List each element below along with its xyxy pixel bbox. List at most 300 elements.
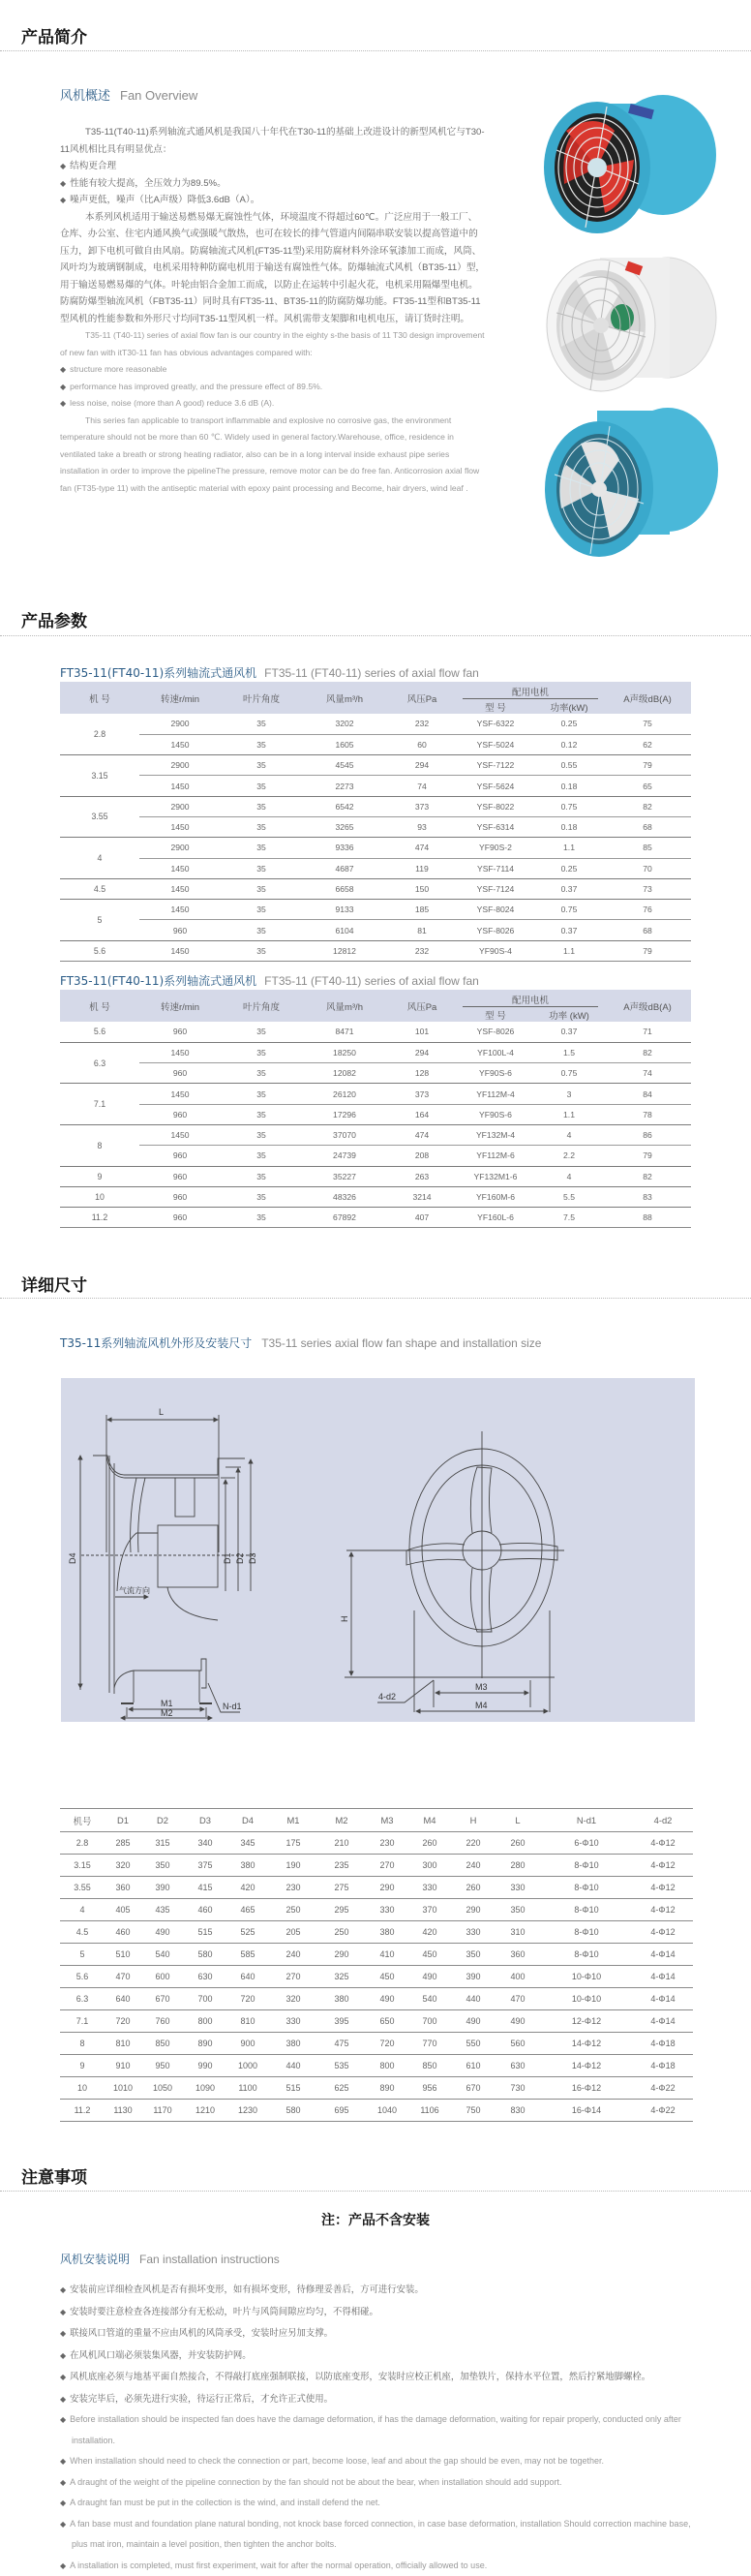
dimension-cell: 280 xyxy=(496,1855,540,1877)
dimension-cell: 800 xyxy=(184,2010,226,2033)
dimension-cell: 260 xyxy=(496,1832,540,1855)
table-row xyxy=(60,755,691,776)
cell-machine: 11.2 xyxy=(60,1208,139,1228)
table-cell: 1.5 xyxy=(534,1042,604,1062)
fan-image-blue-silver xyxy=(537,407,731,562)
dimension-cell: 330 xyxy=(496,1877,540,1899)
dimension-cell: 440 xyxy=(451,1988,496,2010)
table-cell: 9336 xyxy=(302,838,387,858)
dimension-cell: 670 xyxy=(141,1988,184,2010)
dimension-cell: 460 xyxy=(184,1899,226,1921)
table-cell: 150 xyxy=(387,878,457,899)
dimension-cell: 470 xyxy=(105,1966,141,1988)
header-noise: A声级dB(A) xyxy=(604,990,691,1022)
dimension-cell: 490 xyxy=(366,1988,408,2010)
table-cell: YF90S-6 xyxy=(457,1104,534,1124)
dimension-cell: 360 xyxy=(105,1877,141,1899)
overview-text xyxy=(60,124,486,497)
dimension-cell: 4-Φ12 xyxy=(633,1921,693,1944)
table-cell: 35 xyxy=(221,920,302,940)
dimension-cell: 390 xyxy=(451,1966,496,1988)
installation-diagram xyxy=(61,1378,695,1722)
table-cell: YF90S-6 xyxy=(457,1063,534,1084)
table-cell: 35 xyxy=(221,1104,302,1124)
label-M3: M3 xyxy=(475,1682,488,1692)
dimension-cell: 400 xyxy=(496,1966,540,1988)
label-airflow: 气流方向 xyxy=(119,1585,150,1595)
table-row xyxy=(60,920,691,940)
table-cell: 8471 xyxy=(302,1022,387,1042)
table-cell: 48326 xyxy=(302,1186,387,1207)
dimension-cell: 956 xyxy=(408,2077,451,2100)
param-table-2-title-en: FT35-11 (FT40-11) series of axial flow fan xyxy=(264,974,479,988)
dimension-cell: 700 xyxy=(408,2010,451,2033)
table-cell: YSF-8022 xyxy=(457,796,534,816)
dimension-cell: 205 xyxy=(269,1921,317,1944)
dimension-row xyxy=(60,2010,693,2033)
dimension-cell: 6.3 xyxy=(60,1988,105,2010)
dimension-cell: 290 xyxy=(451,1899,496,1921)
param-table-2 xyxy=(60,990,691,1228)
table-cell: 74 xyxy=(604,1063,691,1084)
table-row xyxy=(60,1084,691,1104)
table-cell: 84 xyxy=(604,1084,691,1104)
cell-machine: 2.8 xyxy=(60,714,139,755)
table-cell: 2.2 xyxy=(534,1146,604,1166)
dimension-cell: 345 xyxy=(226,1832,269,1855)
table-cell: 208 xyxy=(387,1146,457,1166)
table-cell: 82 xyxy=(604,1166,691,1186)
table-cell: 35 xyxy=(221,900,302,920)
table-cell: 35 xyxy=(221,1208,302,1228)
dimension-cell: 4-Φ22 xyxy=(633,2077,693,2100)
header-model: 型 号 xyxy=(457,699,534,714)
dimension-cell: 375 xyxy=(184,1855,226,1877)
table-cell: 35 xyxy=(221,838,302,858)
header-pressure: 风压Pa xyxy=(387,990,457,1022)
dimension-cell: 330 xyxy=(269,2010,317,2033)
table-cell: 12812 xyxy=(302,940,387,961)
table-cell: 82 xyxy=(604,796,691,816)
table-cell: 35 xyxy=(221,1146,302,1166)
dimension-header: N-d1 xyxy=(540,1809,633,1832)
label-4-d2: 4-d2 xyxy=(378,1692,396,1702)
install-item-cn: ◆ 风机底座必须与地基平面自然接合，不得敲打底座强制联接，以防底座变形，安装时应校正机座，加垫铁片，保持水平位置，然后拧紧地脚螺栓。 xyxy=(60,2366,708,2388)
dimension-cell: 490 xyxy=(141,1921,184,1944)
dimension-cell: 1000 xyxy=(226,2055,269,2077)
cell-machine: 6.3 xyxy=(60,1042,139,1084)
dimension-cell: 630 xyxy=(496,2055,540,2077)
dimension-cell: 370 xyxy=(408,1899,451,1921)
install-item-cn: ◆ 在风机风口端必须装集风器，并安装防护网。 xyxy=(60,2345,708,2367)
table-cell: 35 xyxy=(221,776,302,796)
dimension-cell: 9 xyxy=(60,2055,105,2077)
install-item-cn: ◆ 安装时要注意检查各连接部分有无松动，叶片与风筒间隙应均匀，不得相碰。 xyxy=(60,2301,708,2323)
dimension-header: D1 xyxy=(105,1809,141,1832)
table-cell: YF90S-2 xyxy=(457,838,534,858)
dimension-header: M4 xyxy=(408,1809,451,1832)
dimension-cell: 330 xyxy=(366,1899,408,1921)
table-cell: 294 xyxy=(387,1042,457,1062)
dimension-cell: 650 xyxy=(366,2010,408,2033)
dimension-cell: 240 xyxy=(269,1944,317,1966)
dimension-cell: 250 xyxy=(317,1921,366,1944)
dimension-cell: 900 xyxy=(226,2033,269,2055)
table-cell: 0.75 xyxy=(534,796,604,816)
dimension-header: M2 xyxy=(317,1809,366,1832)
dimension-cell: 490 xyxy=(451,2010,496,2033)
dimension-cell: 16-Φ12 xyxy=(540,2077,633,2100)
dimension-cell: 270 xyxy=(366,1855,408,1877)
dimension-cell: 610 xyxy=(451,2055,496,2077)
table-cell: 1.1 xyxy=(534,940,604,961)
dimension-cell: 950 xyxy=(141,2055,184,2077)
table-cell: 1.1 xyxy=(534,1104,604,1124)
table-cell: 1.1 xyxy=(534,838,604,858)
cell-machine: 5 xyxy=(60,900,139,941)
dimension-row xyxy=(60,1966,693,1988)
overview-cn-bullet: ◆ 性能有较大提高，全压效力为89.5%。 xyxy=(60,175,486,193)
dimension-cell: 410 xyxy=(366,1944,408,1966)
table-cell: 119 xyxy=(387,858,457,878)
dimension-row xyxy=(60,1944,693,1966)
header-motor-label: 配用电机 xyxy=(463,993,598,1007)
dimension-cell: 235 xyxy=(317,1855,366,1877)
dimension-cell: 1040 xyxy=(366,2100,408,2122)
dimension-cell: 910 xyxy=(105,2055,141,2077)
dimension-cell: 10-Φ10 xyxy=(540,1988,633,2010)
header-motor xyxy=(457,990,604,1007)
dimension-cell: 320 xyxy=(269,1988,317,2010)
dimension-cell: 5.6 xyxy=(60,1966,105,1988)
install-item-en: ◆ A draught of the weight of the pipeline connection by the fan should not be about the bear, when installation should add support. xyxy=(60,2472,708,2494)
table-row xyxy=(60,1146,691,1166)
table-row xyxy=(60,1022,691,1042)
dimension-cell: 730 xyxy=(496,2077,540,2100)
install-item-cn: ◆ 联接风口管道的重量不应由风机的风筒承受，安装时应另加支撑。 xyxy=(60,2322,708,2345)
dimension-cell: 510 xyxy=(105,1944,141,1966)
dimension-cell: 1170 xyxy=(141,2100,184,2122)
label-M4: M4 xyxy=(475,1701,488,1710)
table-cell: 35227 xyxy=(302,1166,387,1186)
table-cell: 3265 xyxy=(302,816,387,837)
table-cell: 35 xyxy=(221,878,302,899)
table-cell: 960 xyxy=(139,1146,221,1166)
dimension-cell: 6-Φ10 xyxy=(540,1832,633,1855)
table-cell: 960 xyxy=(139,1063,221,1084)
dimension-cell: 585 xyxy=(226,1944,269,1966)
dimension-cell: 4-Φ14 xyxy=(633,1988,693,2010)
dimension-cell: 580 xyxy=(184,1944,226,1966)
dimension-cell: 190 xyxy=(269,1855,317,1877)
dimension-cell: 420 xyxy=(226,1877,269,1899)
table-cell: 35 xyxy=(221,796,302,816)
dimension-cell: 350 xyxy=(141,1855,184,1877)
dimension-row xyxy=(60,1921,693,1944)
dimension-cell: 350 xyxy=(451,1944,496,1966)
dimension-cell: 720 xyxy=(366,2033,408,2055)
dimension-cell: 16-Φ14 xyxy=(540,2100,633,2122)
dimension-cell: 810 xyxy=(226,2010,269,2033)
install-item-en: ◆ Before installation should be inspected fan does have the damage deformation, if has the damage deformation, waiting for repair properly, conducted only after installation. xyxy=(60,2409,708,2451)
dimension-header: D3 xyxy=(184,1809,226,1832)
table-row xyxy=(60,1166,691,1186)
table-cell: 6658 xyxy=(302,878,387,899)
table-cell: YSF-5024 xyxy=(457,734,534,754)
table-cell: YSF-6322 xyxy=(457,714,534,734)
table-cell: 0.55 xyxy=(534,755,604,776)
table-row xyxy=(60,1208,691,1228)
dimension-cell: 4-Φ12 xyxy=(633,1877,693,1899)
table-cell: YF160M-6 xyxy=(457,1186,534,1207)
dimension-cell: 415 xyxy=(184,1877,226,1899)
overview-en-body: This series fan applicable to transport inflammable and explosive no corrosive gas, the environment temperature should not be more than 60 ℃. Widely used in general factory.Warehouse, office, residence in ventilated take a breath or strong heating radiator, also can be in a long interval inside exhaust pipe series installation in order to improve the pipelineThe pressure, remove motor can be do free fan. Anticorrosion axial flow fan (FT35-type 11) with the antiseptic material with epoxy paint processing and Become, hair dryers, wind leaf . xyxy=(60,413,486,498)
table-row xyxy=(60,1042,691,1062)
param-table-1 xyxy=(60,682,691,962)
overview-en-bullet: ◆ structure more reasonable xyxy=(60,361,486,379)
table-cell: YSF-7114 xyxy=(457,858,534,878)
dimension-cell: 12-Φ12 xyxy=(540,2010,633,2033)
dimension-cell: 1230 xyxy=(226,2100,269,2122)
dimension-cell: 250 xyxy=(269,1899,317,1921)
dimension-cell: 4-Φ18 xyxy=(633,2055,693,2077)
dimension-cell: 275 xyxy=(317,1877,366,1899)
dimension-cell: 4-Φ14 xyxy=(633,1944,693,1966)
table-cell: 407 xyxy=(387,1208,457,1228)
installation-instructions xyxy=(60,2279,708,2576)
table-cell: 24739 xyxy=(302,1146,387,1166)
install-title-cn: 风机安装说明 xyxy=(60,2253,130,2266)
table-cell: 83 xyxy=(604,1186,691,1207)
dimension-title-cn: T35-11系列轴流风机外形及安装尺寸 xyxy=(60,1336,252,1350)
table-row xyxy=(60,776,691,796)
table-cell: YF90S-4 xyxy=(457,940,534,961)
overview-en-bullet: ◆ performance has improved greatly, and the pressure effect of 89.5%. xyxy=(60,379,486,396)
table-cell: 81 xyxy=(387,920,457,940)
dimension-row xyxy=(60,2100,693,2122)
dimension-cell: 750 xyxy=(451,2100,496,2122)
table-cell: 3 xyxy=(534,1084,604,1104)
table-cell: 5.5 xyxy=(534,1186,604,1207)
table-cell: 0.37 xyxy=(534,878,604,899)
dimension-cell: 4-Φ12 xyxy=(633,1899,693,1921)
cell-machine: 4.5 xyxy=(60,878,139,899)
table-cell: 7.5 xyxy=(534,1208,604,1228)
dimension-cell: 850 xyxy=(408,2055,451,2077)
table-cell: 79 xyxy=(604,940,691,961)
table-cell: 2900 xyxy=(139,714,221,734)
dimension-cell: 525 xyxy=(226,1921,269,1944)
overview-cn-bullet: ◆ 结构更合理 xyxy=(60,158,486,175)
table-cell: 35 xyxy=(221,1022,302,1042)
section-heading-intro: 产品简介 xyxy=(21,23,87,47)
dimension-cell: 290 xyxy=(366,1877,408,1899)
dimension-cell: 600 xyxy=(141,1966,184,1988)
table-cell: 3202 xyxy=(302,714,387,734)
install-item-en: ◆ When installation should need to check the connection or part, become loose, leaf and about the gap should be even, may not be together. xyxy=(60,2451,708,2472)
table-row xyxy=(60,1186,691,1207)
dimension-cell: 230 xyxy=(269,1877,317,1899)
dimension-cell: 7.1 xyxy=(60,2010,105,2033)
dimension-cell: 290 xyxy=(317,1944,366,1966)
header-power: 功率 (kW) xyxy=(534,1007,604,1022)
table-row xyxy=(60,734,691,754)
table-cell: 1450 xyxy=(139,1084,221,1104)
dimension-cell: 210 xyxy=(317,1832,366,1855)
table-cell: 0.25 xyxy=(534,714,604,734)
table-cell: 17296 xyxy=(302,1104,387,1124)
section-divider xyxy=(0,50,751,51)
table-cell: 4 xyxy=(534,1166,604,1186)
install-item-en: ◆ A installation is completed, must first experiment, wait for after the normal operation, officially allowed to use. xyxy=(60,2556,708,2576)
table-cell: 373 xyxy=(387,1084,457,1104)
dimension-cell: 320 xyxy=(105,1855,141,1877)
dimension-cell: 260 xyxy=(451,1877,496,1899)
table-row xyxy=(60,1104,691,1124)
table-row xyxy=(60,1124,691,1145)
dimension-cell: 760 xyxy=(141,2010,184,2033)
header-speed: 转速r/min xyxy=(139,990,221,1022)
dimension-cell: 1010 xyxy=(105,2077,141,2100)
dimension-cell: 640 xyxy=(226,1966,269,1988)
dimension-cell: 1106 xyxy=(408,2100,451,2122)
dimension-cell: 3.55 xyxy=(60,1877,105,1899)
table-row xyxy=(60,714,691,734)
table-cell: 18250 xyxy=(302,1042,387,1062)
overview-title-cn: 风机概述 xyxy=(60,89,110,104)
header-angle: 叶片角度 xyxy=(221,682,302,714)
table-cell: 164 xyxy=(387,1104,457,1124)
dimension-cell: 4-Φ14 xyxy=(633,1966,693,1988)
table-cell: 2900 xyxy=(139,796,221,816)
dimension-cell: 3.15 xyxy=(60,1855,105,1877)
dimension-row xyxy=(60,2055,693,2077)
dimension-cell: 4-Φ12 xyxy=(633,1855,693,1877)
table-cell: 2900 xyxy=(139,755,221,776)
dimension-cell: 640 xyxy=(105,1988,141,2010)
fan-image-white-ex xyxy=(537,250,731,395)
table-cell: 4687 xyxy=(302,858,387,878)
table-cell: 71 xyxy=(604,1022,691,1042)
table-cell: 373 xyxy=(387,796,457,816)
dimension-cell: 10-Φ10 xyxy=(540,1966,633,1988)
table-cell: 35 xyxy=(221,1042,302,1062)
table-cell: 67892 xyxy=(302,1208,387,1228)
cell-machine: 5.6 xyxy=(60,1022,139,1042)
table-cell: 0.18 xyxy=(534,776,604,796)
cell-machine: 7.1 xyxy=(60,1084,139,1125)
overview-en-bullet: ◆ less noise, noise (more than A good) reduce 3.6 dB (A). xyxy=(60,395,486,413)
header-angle: 叶片角度 xyxy=(221,990,302,1022)
install-title xyxy=(60,2251,280,2267)
install-item-en: ◆ A fan base must and foundation plane natural bonding, not knock base forced connection, in case base deformation, installation Should correction machine base, plus mat iron, maintain a level position, then tighten the anchor bolts. xyxy=(60,2514,708,2556)
dimension-cell: 580 xyxy=(269,2100,317,2122)
dimension-cell: 14-Φ12 xyxy=(540,2055,633,2077)
dimension-cell: 380 xyxy=(226,1855,269,1877)
dimension-cell: 1100 xyxy=(226,2077,269,2100)
dimension-cell: 295 xyxy=(317,1899,366,1921)
table-cell: YSF-8026 xyxy=(457,1022,534,1042)
dimension-cell: 720 xyxy=(105,2010,141,2033)
table-cell: 232 xyxy=(387,714,457,734)
label-D1: D1 xyxy=(223,1552,232,1564)
dimension-cell: 325 xyxy=(317,1966,366,1988)
table-cell: 35 xyxy=(221,755,302,776)
dimension-cell: 1090 xyxy=(184,2077,226,2100)
label-M2: M2 xyxy=(161,1708,173,1718)
section-heading-dimensions: 详细尺寸 xyxy=(21,1272,87,1296)
label-D4: D4 xyxy=(68,1552,77,1564)
dimension-cell: 260 xyxy=(408,1832,451,1855)
table-cell: 1450 xyxy=(139,940,221,961)
dimension-cell: 8-Φ10 xyxy=(540,1944,633,1966)
dimension-cell: 770 xyxy=(408,2033,451,2055)
table-cell: 35 xyxy=(221,734,302,754)
param-table-2-title xyxy=(60,972,479,989)
dimension-cell: 435 xyxy=(141,1899,184,1921)
header-speed: 转速r/min xyxy=(139,682,221,714)
table-cell: YF132M-4 xyxy=(457,1124,534,1145)
table-cell: 62 xyxy=(604,734,691,754)
table-cell: 960 xyxy=(139,1166,221,1186)
dimension-cell: 11.2 xyxy=(60,2100,105,2122)
dimension-cell: 470 xyxy=(496,1988,540,2010)
dimension-row xyxy=(60,1899,693,1921)
dimension-row xyxy=(60,1832,693,1855)
table-cell: 35 xyxy=(221,1166,302,1186)
table-cell: 0.75 xyxy=(534,900,604,920)
table-cell: 960 xyxy=(139,920,221,940)
table-cell: YSF-5624 xyxy=(457,776,534,796)
table-cell: 35 xyxy=(221,1186,302,1207)
table-cell: 474 xyxy=(387,1124,457,1145)
overview-cn-intro: T35-11(T40-11)系列轴流式通风机是我国八十年代在T30-11的基础上改进设计的新型风机它与T30-11风机相比具有明显优点： xyxy=(60,124,486,158)
dimension-table xyxy=(60,1808,693,2122)
table-row xyxy=(60,878,691,899)
dimension-cell: 810 xyxy=(105,2033,141,2055)
dimension-cell: 310 xyxy=(496,1921,540,1944)
dimension-cell: 380 xyxy=(269,2033,317,2055)
table-cell: 960 xyxy=(139,1022,221,1042)
table-row xyxy=(60,858,691,878)
overview-title-en: Fan Overview xyxy=(120,88,197,103)
table-cell: 70 xyxy=(604,858,691,878)
dimension-cell: 890 xyxy=(184,2033,226,2055)
dimension-cell: 450 xyxy=(366,1966,408,1988)
dimension-cell: 515 xyxy=(184,1921,226,1944)
table-cell: YF160L-6 xyxy=(457,1208,534,1228)
dimension-cell: 4-Φ14 xyxy=(633,2010,693,2033)
table-header-row xyxy=(60,990,691,1007)
dimension-cell: 270 xyxy=(269,1966,317,1988)
table-cell: YF132M1-6 xyxy=(457,1166,534,1186)
dimension-row xyxy=(60,1988,693,2010)
dimension-cell: 285 xyxy=(105,1832,141,1855)
table-cell: 4545 xyxy=(302,755,387,776)
table-cell: 35 xyxy=(221,858,302,878)
table-cell: 35 xyxy=(221,1084,302,1104)
dimension-cell: 450 xyxy=(408,1944,451,1966)
table-cell: 0.37 xyxy=(534,920,604,940)
table-cell: 960 xyxy=(139,1104,221,1124)
dimension-header: M1 xyxy=(269,1809,317,1832)
cell-machine: 3.55 xyxy=(60,796,139,838)
table-cell: 79 xyxy=(604,1146,691,1166)
header-model: 型 号 xyxy=(457,1007,534,1022)
header-flow: 风量m³/h xyxy=(302,682,387,714)
dimension-cell: 4.5 xyxy=(60,1921,105,1944)
dimension-title-en: T35-11 series axial flow fan shape and installation size xyxy=(261,1336,541,1350)
